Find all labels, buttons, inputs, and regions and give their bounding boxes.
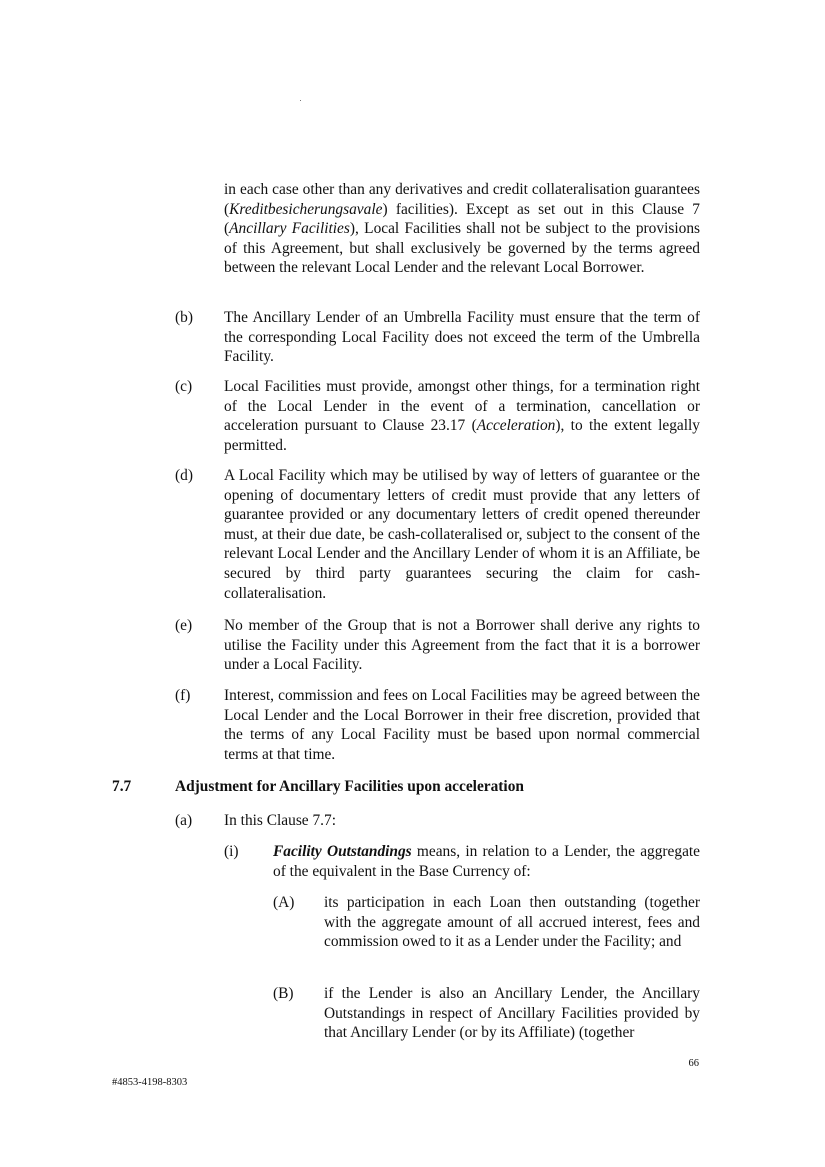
intro-paragraph: in each case other than any derivatives and credit collateralisation guarantees (Kreditbesicherungsavale) facilities). Except as set out in this Clause 7 (Ancillary Facilities), Local Facilities shall not be subject to the provisions of this Agreement, but shall exclusively be governed by the terms agreed between the relevant Local Lender and the relevant Local Borrower.: [224, 181, 700, 277]
document-id: #4853-4198-8303: [112, 1077, 188, 1088]
item-f-text: Interest, commission and fees on Local Facilities may be agreed between the Local Lender and the Local Borrower in their free discretion, provided that the terms of any Local Facility must be based upon normal commercial terms at that time.: [224, 687, 700, 763]
sub-i-label: (i): [224, 843, 239, 860]
item-e-label: (e): [175, 617, 193, 634]
sub-B-text: if the Lender is also an Ancillary Lender, the Ancillary Outstandings in respect of Ancillary Facilities provided by that Ancillary Lender (or by its Affiliate) (together: [324, 985, 700, 1042]
item-b-label: (b): [175, 309, 193, 326]
sub-A-label: (A): [273, 894, 295, 911]
section-number: 7.7: [112, 778, 132, 795]
item-c-label: (c): [175, 378, 193, 395]
sub-B-label: (B): [273, 985, 294, 1002]
item-c-text: Local Facilities must provide, amongst other things, for a termination right of the Local Lender in the event of a termination, cancellation or acceleration pursuant to Clause 23.17 (Acceleration), to the extent legally permitted.: [224, 378, 701, 454]
sub-a-label: (a): [175, 812, 193, 829]
item-d-label: (d): [175, 467, 193, 484]
sub-A-text: its participation in each Loan then outstanding (together with the aggregate amount of all accrued interest, fees and commission owed to it as a Lender under the Facility; and: [324, 894, 700, 951]
scan-mark: [300, 100, 301, 101]
item-f-label: (f): [175, 687, 191, 704]
item-d-text: A Local Facility which may be utilised by way of letters of guarantee or the opening of documentary letters of credit must provide that any letters of guarantee provided or any documentary letters of credit opened thereunder must, at their due date, be cash-collateralised or, subject to the consent of the relevant Local Lender and the Ancillary Lender of whom it is an Affiliate, be secured by third party guarantees securing the claim for cash-collateralisation.: [224, 467, 700, 602]
page-number: 66: [688, 1058, 699, 1069]
sub-a-text: In this Clause 7.7:: [224, 812, 337, 829]
item-b-text: The Ancillary Lender of an Umbrella Facility must ensure that the term of the corresponding Local Facility does not exceed the term of the Umbrella Facility.: [224, 309, 700, 366]
defined-term: Facility Outstandings: [273, 843, 412, 860]
section-title: Adjustment for Ancillary Facilities upon acceleration: [175, 778, 524, 795]
sub-i-text: Facility Outstandings means, in relation to a Lender, the aggregate of the equivalent in the Base Currency of:: [273, 843, 701, 880]
item-e-text: No member of the Group that is not a Borrower shall derive any rights to utilise the Facility under this Agreement from the fact that it is a borrower under a Local Facility.: [224, 617, 700, 674]
